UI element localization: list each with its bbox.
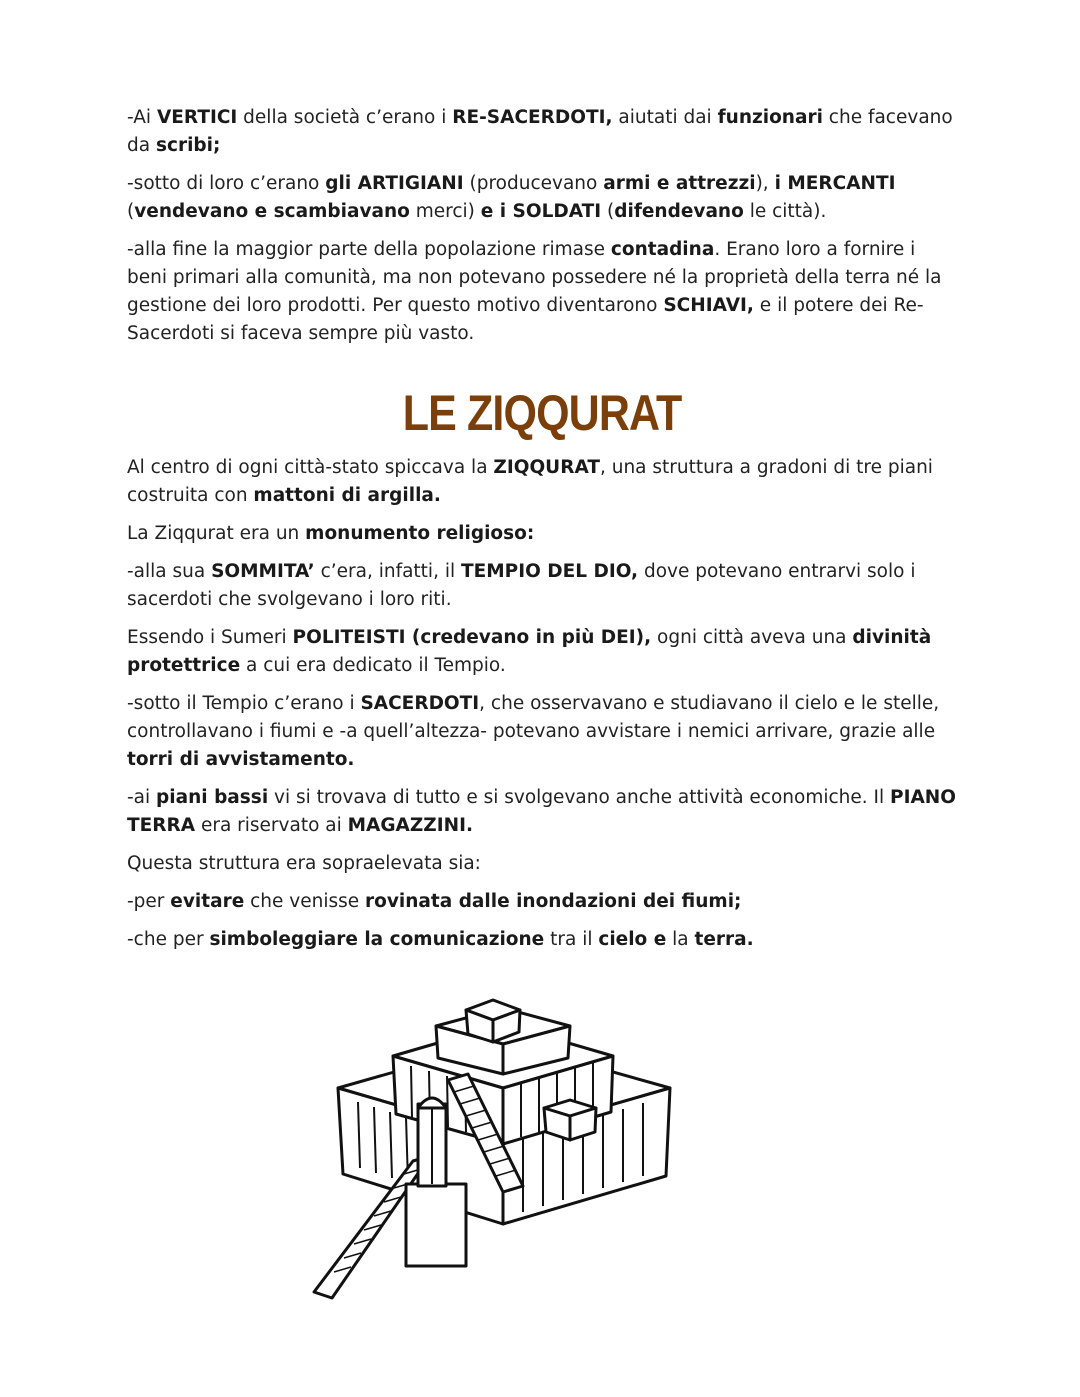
text-run: Al centro di ogni città-stato spiccava la bbox=[127, 457, 494, 478]
temple bbox=[436, 1000, 570, 1074]
bold-text: POLITEISTI (credevano in più DEI), bbox=[292, 627, 652, 648]
bold-text: armi e attrezzi bbox=[603, 173, 756, 194]
text-run: , una struttura a gradoni di tre piani costruita con bbox=[127, 457, 933, 506]
text-run: dove potevano entrarvi solo i sacerdoti che svolgevano i loro riti. bbox=[127, 561, 916, 610]
text-run: aiutati dai bbox=[612, 107, 718, 128]
text-run: e il potere dei Re-Sacerdoti si faceva sempre più vasto. bbox=[127, 295, 924, 344]
bold-text: mattoni di argilla. bbox=[253, 485, 441, 506]
bold-text: cielo e bbox=[598, 929, 667, 950]
text-run: ), bbox=[755, 173, 775, 194]
text-run: a cui era dedicato il Tempio. bbox=[240, 655, 506, 676]
paragraph bbox=[127, 558, 957, 614]
text-run: -sotto di loro c’erano bbox=[127, 173, 326, 194]
text-run: -alla fine la maggior parte della popolazione rimase bbox=[127, 239, 611, 260]
text-run: Questa struttura era sopraelevata sia: bbox=[127, 853, 481, 874]
text-run: , che osservavano e studiavano il cielo e le stelle, controllavano i fiumi e -a quell’altezza- potevano avvistare i nemici arrivare, grazie alle bbox=[127, 693, 940, 742]
bold-text: PIANO TERRA bbox=[127, 787, 956, 836]
paragraph bbox=[127, 170, 957, 226]
bold-text: ZIQQURAT bbox=[493, 457, 600, 478]
text-run: -per bbox=[127, 891, 171, 912]
paragraph bbox=[127, 624, 957, 680]
text-run: vi si trovava di tutto e si svolgevano anche attività economiche. Il bbox=[268, 787, 891, 808]
ziqqurat-section bbox=[127, 454, 957, 954]
paragraph bbox=[127, 104, 957, 160]
paragraph bbox=[127, 926, 957, 954]
text-run: Essendo i Sumeri bbox=[127, 627, 293, 648]
bold-text: gli ARTIGIANI bbox=[325, 173, 464, 194]
bold-text: torri di avvistamento. bbox=[127, 749, 355, 770]
bold-text: funzionari bbox=[717, 107, 823, 128]
text-run: c’era, infatti, il bbox=[314, 561, 461, 582]
text-run: che venisse bbox=[244, 891, 366, 912]
text-run: della società c’erano i bbox=[237, 107, 453, 128]
paragraph bbox=[127, 784, 957, 840]
paragraph bbox=[127, 690, 957, 774]
bold-text: terra. bbox=[694, 929, 754, 950]
side-building bbox=[544, 1100, 596, 1140]
bold-text: TEMPIO DEL DIO, bbox=[461, 561, 639, 582]
paragraph bbox=[127, 888, 957, 916]
text-run: -che per bbox=[127, 929, 210, 950]
bold-text: monumento religioso: bbox=[305, 523, 535, 544]
bold-text: MAGAZZINI. bbox=[347, 815, 473, 836]
text-run: -ai bbox=[127, 787, 157, 808]
paragraph bbox=[127, 520, 957, 548]
bold-text: difendevano bbox=[614, 201, 744, 222]
text-run: merci) bbox=[409, 201, 481, 222]
text-run: la bbox=[666, 929, 695, 950]
text-run: che facevano da bbox=[127, 107, 953, 156]
document-body bbox=[127, 104, 957, 964]
bold-text: rovinata dalle inondazioni dei fiumi; bbox=[365, 891, 742, 912]
text-run: -alla sua bbox=[127, 561, 212, 582]
bold-text: SCHIAVI, bbox=[663, 295, 754, 316]
bold-text: scribi; bbox=[155, 135, 221, 156]
text-run: -Ai bbox=[127, 107, 157, 128]
bold-text: contadina bbox=[610, 239, 715, 260]
bold-text: e i SOLDATI bbox=[480, 201, 602, 222]
text-run: ogni città aveva una bbox=[651, 627, 853, 648]
section-title-wrapper bbox=[127, 384, 957, 448]
bold-text: simboleggiare la comunicazione bbox=[209, 929, 545, 950]
text-run: le città). bbox=[743, 201, 827, 222]
intro-section bbox=[127, 104, 957, 348]
paragraph bbox=[127, 454, 957, 510]
paragraph bbox=[127, 236, 957, 348]
bold-text: divinità protettrice bbox=[127, 627, 932, 676]
section-title: LE ZIQQURAT bbox=[402, 385, 682, 441]
bold-text: SOMMITA’ bbox=[211, 561, 315, 582]
bold-text: RE-SACERDOTI, bbox=[452, 107, 613, 128]
text-run: ( bbox=[601, 201, 615, 222]
text-run: -sotto il Tempio c’erano i bbox=[127, 693, 361, 714]
paragraph bbox=[127, 850, 957, 878]
bold-text: SACERDOTI bbox=[360, 693, 480, 714]
text-run: ( bbox=[127, 201, 135, 222]
bold-text: VERTICI bbox=[156, 107, 238, 128]
text-run: era riservato ai bbox=[195, 815, 348, 836]
text-run: . Erano loro a fornire i beni primari alla comunità, ma non potevano possedere né la proprietà della terra né la gestione dei loro prodotti. Per questo motivo diventarono bbox=[127, 239, 942, 316]
text-run: La Ziqqurat era un bbox=[127, 523, 306, 544]
bold-text: i MERCANTI bbox=[774, 173, 896, 194]
text-run: tra il bbox=[544, 929, 599, 950]
text-run: (producevano bbox=[463, 173, 604, 194]
bold-text: piani bassi bbox=[156, 787, 269, 808]
bold-text: vendevano e scambiavano bbox=[134, 201, 410, 222]
ziggurat-illustration bbox=[308, 996, 680, 1306]
bold-text: evitare bbox=[170, 891, 245, 912]
